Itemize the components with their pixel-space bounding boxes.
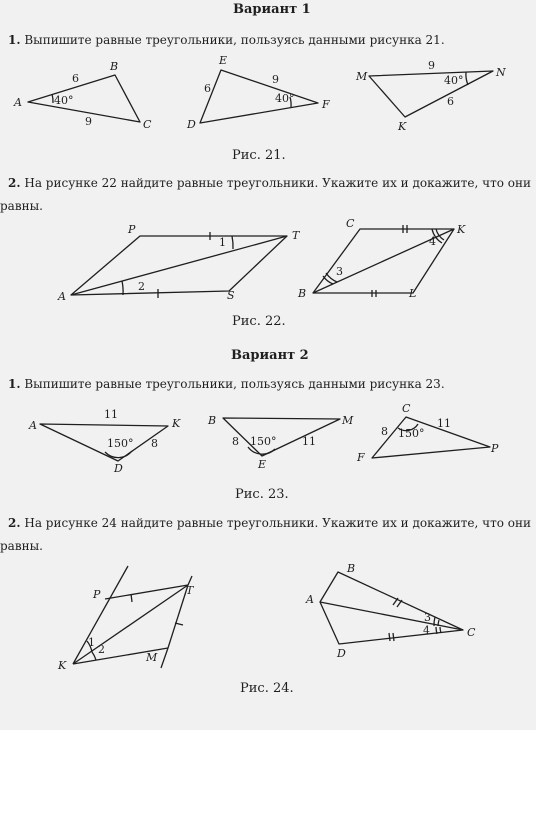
label-e: E	[219, 54, 228, 67]
side-ak: 11	[104, 408, 118, 421]
figure22-parallelogram-ptsa	[71, 232, 287, 298]
label-p: P	[128, 223, 136, 236]
figure24-figure-bacd	[320, 572, 463, 644]
label-a: A	[58, 290, 66, 303]
label-b: B	[110, 60, 119, 73]
label-c: C	[346, 217, 355, 230]
task-text: Выпишите равные треугольники, пользуясь данными рисунка 21.	[24, 33, 445, 47]
figure24-caption: Рис. 24.	[240, 681, 294, 696]
label-c: C	[402, 402, 411, 415]
side-em: 11	[302, 435, 316, 448]
label-k: K	[398, 120, 407, 133]
angle-2: 2	[138, 280, 145, 293]
task-text: На рисунке 22 найдите равные треугольники. Укажите их и докажите, что они	[24, 176, 531, 190]
label-b: B	[208, 414, 217, 427]
task-number: 2.	[8, 176, 21, 190]
label-b: B	[347, 562, 356, 575]
angle-e: 150°	[250, 435, 277, 448]
side-mn: 9	[428, 59, 435, 72]
side-ac: 9	[85, 115, 92, 128]
side-cf: 8	[381, 425, 388, 438]
angle-1: 1	[88, 636, 95, 649]
label-k: K	[58, 659, 67, 672]
task-text: На рисунке 24 найдите равные треугольники. Укажите их и докажите, что они	[24, 516, 531, 530]
variant1-task2-line2: равны.	[0, 199, 43, 213]
label-b: B	[298, 287, 307, 300]
label-d: D	[337, 647, 346, 660]
figure21-caption: Рис. 21.	[232, 148, 286, 163]
angle-3: 3	[424, 611, 431, 624]
angle-4: 4	[429, 235, 436, 248]
label-l: L	[409, 287, 417, 300]
label-p: P	[491, 442, 499, 455]
variant2-task2-line2: равны.	[0, 539, 43, 553]
figure21-triangle-mnk	[369, 71, 493, 117]
side-ab: 6	[72, 72, 79, 85]
angle-n: 40°	[444, 74, 464, 87]
figure21-triangle-def	[200, 70, 318, 123]
task-number: 1.	[8, 377, 21, 391]
label-f: F	[322, 98, 330, 111]
label-a: A	[29, 419, 37, 432]
label-p: P	[93, 588, 101, 601]
label-c: C	[467, 626, 476, 639]
figure24-figure-ptkm	[73, 566, 192, 668]
label-t: T	[186, 584, 194, 597]
side-kd: 8	[151, 437, 158, 450]
label-a: A	[306, 593, 314, 606]
side-kn: 6	[447, 95, 454, 108]
label-k: K	[172, 417, 181, 430]
label-n: N	[496, 66, 506, 79]
label-s: S	[227, 289, 235, 302]
side-cp: 11	[437, 417, 451, 430]
angle-3: 3	[336, 265, 343, 278]
label-a: A	[14, 96, 22, 109]
label-c: C	[143, 118, 152, 131]
angle-1: 1	[219, 236, 226, 249]
figure22-caption: Рис. 22.	[232, 314, 286, 329]
angle-4: 4	[423, 624, 430, 637]
angle-f: 40°	[275, 92, 295, 105]
angle-d: 150°	[107, 437, 134, 450]
label-d: D	[187, 118, 196, 131]
figure23-caption: Рис. 23.	[235, 487, 289, 502]
angle-a: 40°	[54, 94, 74, 107]
label-f: F	[357, 451, 365, 464]
figure23-triangle-cfp	[372, 417, 490, 458]
figure23-triangle-bme	[223, 418, 340, 456]
label-m: M	[146, 651, 158, 664]
side-de: 6	[204, 82, 211, 95]
side-ef: 9	[272, 73, 279, 86]
task-text: Выпишите равные треугольники, пользуясь данными рисунка 23.	[24, 377, 445, 391]
label-t: T	[292, 229, 300, 242]
side-be: 8	[232, 435, 239, 448]
figure21-triangle-abc	[28, 75, 140, 122]
variant1-heading: Вариант 1	[233, 2, 311, 17]
angle-2: 2	[98, 643, 105, 656]
label-e: E	[258, 458, 267, 471]
task-number: 1.	[8, 33, 21, 47]
label-d: D	[114, 462, 123, 475]
variant2-heading: Вариант 2	[231, 348, 309, 363]
label-m: M	[342, 414, 354, 427]
label-m: M	[356, 70, 368, 83]
figure23-triangle-akd	[40, 424, 168, 461]
angle-c: 150°	[398, 427, 425, 440]
label-k: K	[457, 223, 466, 236]
task-number: 2.	[8, 516, 21, 530]
